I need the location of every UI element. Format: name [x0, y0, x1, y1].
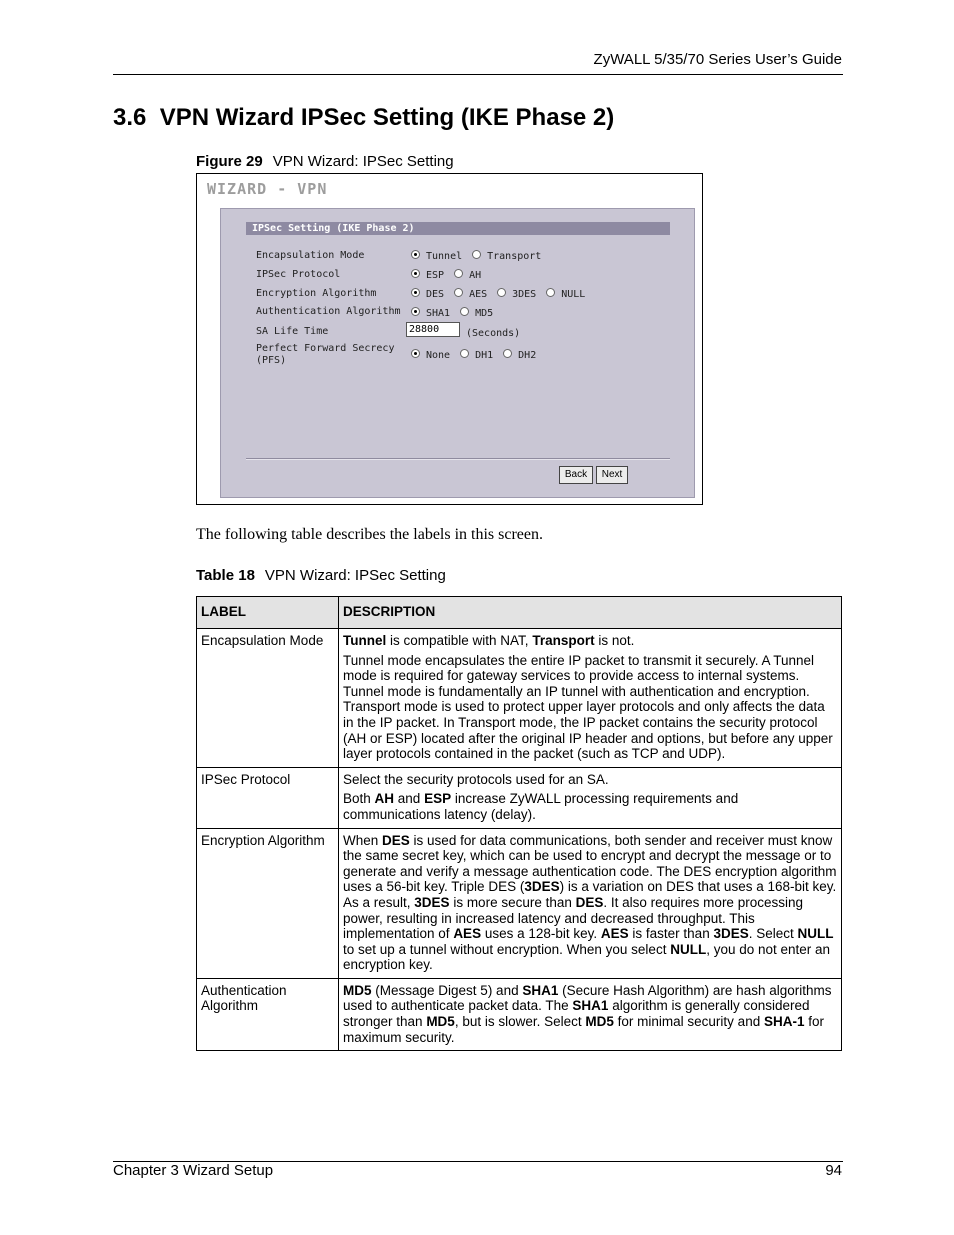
row-label: Encryption Algorithm	[197, 828, 339, 978]
encryption-option-label: DES	[426, 289, 445, 300]
bold-term: SHA1	[522, 982, 559, 998]
radio-button-icon[interactable]	[411, 250, 420, 259]
row-label: Authentication Algorithm	[197, 978, 339, 1050]
protocol-option-label: ESP	[426, 270, 445, 281]
header-rule	[113, 74, 843, 75]
encryption-option-3des[interactable]	[497, 289, 536, 300]
guide-title: ZyWALL 5/35/70 Series User’s Guide	[593, 51, 842, 68]
table-header-row	[197, 597, 842, 629]
sa-life-time-label: SA Life Time	[256, 326, 329, 337]
authentication-option-label: MD5	[475, 308, 494, 319]
encapsulation-mode-options	[411, 251, 551, 262]
text-run: Select the security protocols used for an SA.	[343, 771, 609, 787]
authentication-option-label: SHA1	[426, 308, 451, 319]
authentication-algorithm-options	[411, 308, 503, 319]
pfs-label	[256, 343, 406, 367]
text-run: is not.	[594, 633, 635, 648]
table-caption-text: VPN Wizard: IPSec Setting	[264, 567, 446, 584]
bold-term: NULL	[797, 926, 834, 942]
bold-term: AES	[600, 926, 629, 942]
encryption-option-label: AES	[469, 289, 488, 300]
encryption-option-label: NULL	[561, 289, 586, 300]
text-run: . Select	[748, 926, 798, 942]
ipsec-protocol-label: IPSec Protocol	[256, 269, 341, 280]
bold-term: DES	[575, 894, 604, 910]
encryption-algorithm-options	[411, 289, 595, 300]
text-run: for minimal security and	[613, 1014, 764, 1030]
figure-caption	[196, 153, 454, 170]
radio-button-icon[interactable]	[454, 288, 463, 297]
radio-button-icon[interactable]	[411, 349, 420, 358]
bold-term: ESP	[424, 791, 452, 807]
panel-title-bar: IPSec Setting (IKE Phase 2)	[246, 222, 670, 235]
text-run: and	[394, 791, 425, 807]
protocol-option-ah[interactable]	[454, 270, 481, 281]
panel-separator	[246, 458, 670, 460]
radio-button-icon[interactable]	[454, 269, 463, 278]
encapsulation-option-label: Transport	[487, 251, 542, 262]
description-paragraph	[343, 633, 837, 649]
text-run: , but is slower. Select	[454, 1014, 586, 1030]
text-run: (Message Digest 5) and	[371, 982, 523, 998]
bold-term: AES	[453, 926, 482, 942]
table-row	[197, 629, 842, 768]
table-body	[197, 629, 842, 1051]
bold-term: SHA-1	[763, 1014, 805, 1030]
description-paragraph	[343, 772, 837, 788]
bold-term: DES	[382, 832, 410, 848]
radio-button-icon[interactable]	[460, 349, 469, 358]
text-run: (Secure Hash Algorithm) are hash algorithms used to authenticate packet data. The	[343, 982, 832, 1014]
authentication-algorithm-label: Authentication Algorithm	[256, 306, 401, 317]
row-description	[339, 629, 842, 768]
sa-life-time-input[interactable]: 28800	[406, 322, 460, 337]
encapsulation-mode-label: Encapsulation Mode	[256, 250, 365, 261]
ipsec-protocol-options	[411, 270, 491, 281]
encryption-option-label: 3DES	[512, 289, 537, 300]
encryption-algorithm-label: Encryption Algorithm	[256, 288, 377, 299]
table-row	[197, 978, 842, 1050]
figure-caption-text: VPN Wizard: IPSec Setting	[272, 153, 454, 170]
bold-term: 3DES	[713, 926, 749, 942]
text-run: ) is a variation on DES that uses a 168-bit key. As a result,	[343, 879, 837, 910]
text-run: , you do not enter an encryption key.	[343, 941, 831, 973]
bold-term: SHA1	[572, 998, 609, 1014]
text-run: Both	[343, 791, 375, 807]
radio-button-icon[interactable]	[411, 269, 420, 278]
label-column-header: LABEL	[197, 597, 339, 629]
table-row	[197, 828, 842, 978]
radio-button-icon[interactable]	[503, 349, 512, 358]
bold-term: 3DES	[524, 879, 560, 895]
pfs-options	[411, 350, 546, 361]
footer-page-number: 94	[825, 1162, 842, 1179]
row-description	[339, 767, 842, 828]
pfs-option-none[interactable]	[411, 350, 450, 361]
wizard-title: WIZARD - VPN	[207, 180, 328, 198]
section-title: 3.6 VPN Wizard IPSec Setting (IKE Phase 2)	[113, 104, 615, 131]
encryption-option-aes[interactable]	[454, 289, 487, 300]
radio-button-icon[interactable]	[411, 288, 420, 297]
intro-paragraph: The following table describes the labels in this screen.	[196, 526, 544, 543]
text-run: algorithm is generally considered stronger than	[343, 998, 810, 1030]
encapsulation-option-tunnel[interactable]	[411, 251, 462, 262]
back-button[interactable]: Back	[559, 466, 593, 484]
table-label: Table 18	[196, 567, 255, 584]
text-run: When	[343, 832, 383, 848]
pfs-label-line1: Perfect Forward Secrecy	[256, 343, 395, 354]
radio-button-icon[interactable]	[472, 250, 481, 259]
sa-life-time-unit: (Seconds)	[466, 328, 521, 339]
radio-button-icon[interactable]	[546, 288, 555, 297]
text-run: to set up a tunnel without encryption. When you select	[343, 941, 671, 957]
bold-term: AH	[374, 791, 395, 807]
row-description	[339, 978, 842, 1050]
figure-label: Figure 29	[196, 153, 263, 170]
wizard-screenshot	[196, 173, 703, 505]
bold-term: Transport	[532, 633, 595, 648]
row-label: Encapsulation Mode	[197, 629, 339, 768]
text-run: is more secure than	[449, 894, 576, 910]
bold-term: MD5	[343, 982, 372, 998]
authentication-option-sha1[interactable]	[411, 308, 450, 319]
text-run: is compatible with NAT,	[386, 633, 533, 648]
encryption-option-des[interactable]	[411, 289, 444, 300]
pfs-option-label: None	[426, 350, 451, 361]
text-run: Tunnel mode encapsulates the entire IP packet to transmit it securely. A Tunnel mode is required for gateway services to provide access to internal systems. Tunnel mode is fundamentally an IP tunnel with authentication and encryption. Transport mode is used to protect upper layer protocols and only affects the data in the IP packet. In Transport mode, the IP packet contains the security protocol (AH or ESP) located after the original IP header and options, but before any upper layer protocols contained in the packet (such as TCP and UDP).	[343, 652, 833, 762]
authentication-option-md5[interactable]	[460, 308, 493, 319]
pfs-option-label: DH1	[475, 350, 494, 361]
encapsulation-option-transport[interactable]	[472, 251, 541, 262]
text-run: increase ZyWALL processing requirements and communications latency (delay).	[343, 791, 739, 822]
wizard-panel	[220, 208, 695, 498]
footer-chapter: Chapter 3 Wizard Setup	[113, 1162, 274, 1179]
row-label: IPSec Protocol	[197, 767, 339, 828]
text-run: is used for data communications, both sender and receiver must know the same secret key, which can be used to encrypt and decrypt the message or to generate and verify a message authentication code. The DES encryption algorithm uses a 56-bit key. Triple DES (	[343, 832, 837, 895]
radio-button-icon[interactable]	[460, 307, 469, 316]
pfs-option-dh1[interactable]	[460, 350, 493, 361]
text-run: . It also requires more processing power, resulting in increased latency and decreased throughput. This implementation of	[343, 894, 803, 942]
text-run: uses a 128-bit key.	[481, 926, 601, 942]
pfs-option-dh2[interactable]	[503, 350, 536, 361]
table-caption	[196, 567, 446, 584]
radio-button-icon[interactable]	[497, 288, 506, 297]
encryption-option-null[interactable]	[546, 289, 585, 300]
pfs-option-label: DH2	[518, 350, 537, 361]
next-button[interactable]: Next	[596, 466, 628, 484]
description-paragraph	[343, 791, 837, 822]
table-row	[197, 767, 842, 828]
bold-term: MD5	[585, 1014, 614, 1030]
description-column-header: DESCRIPTION	[339, 597, 842, 629]
description-paragraph	[343, 983, 837, 1045]
bold-term: NULL	[670, 941, 707, 957]
text-run: for maximum security.	[343, 1014, 824, 1045]
bold-term: MD5	[426, 1014, 455, 1030]
description-paragraph	[343, 833, 837, 973]
protocol-option-label: AH	[469, 270, 482, 281]
bold-term: Tunnel	[343, 633, 387, 648]
row-description	[339, 828, 842, 978]
description-paragraph	[343, 653, 837, 762]
encapsulation-option-label: Tunnel	[426, 251, 463, 262]
text-run: is faster than	[628, 926, 714, 942]
radio-button-icon[interactable]	[411, 307, 420, 316]
protocol-option-esp[interactable]	[411, 270, 444, 281]
bold-term: 3DES	[414, 894, 450, 910]
label-description-table	[196, 596, 842, 1051]
pfs-label-line2: (PFS)	[256, 355, 287, 366]
